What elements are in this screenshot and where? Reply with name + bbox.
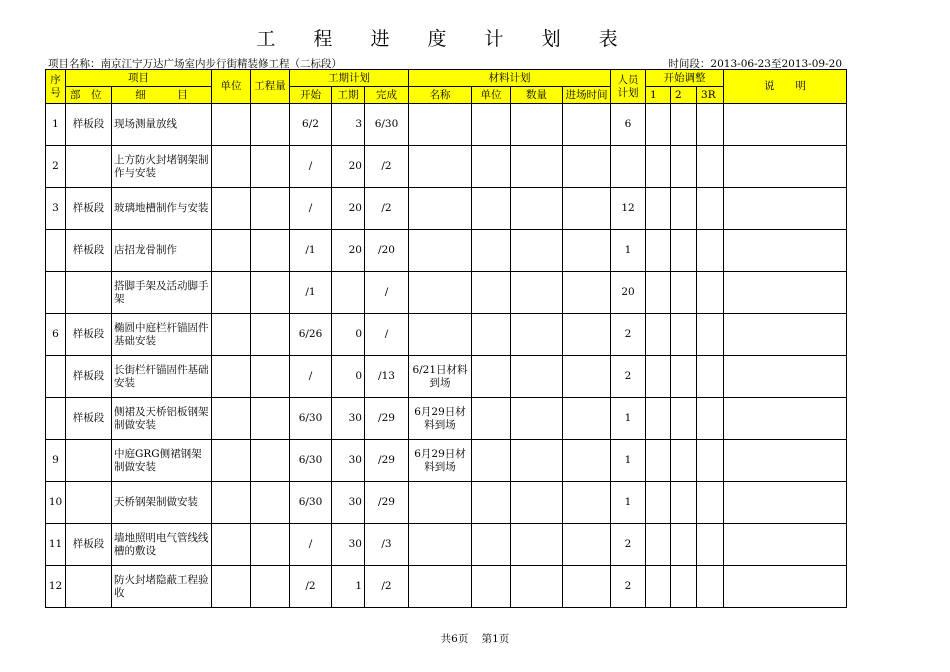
row-material-name: 6月29日材料到场 — [409, 440, 472, 482]
row-quantity — [251, 230, 290, 272]
row-duration: 1 — [332, 566, 365, 608]
header-part: 部 位 — [66, 87, 112, 104]
header-staff: 人员 计划 — [611, 70, 646, 104]
row-adjust-3r — [697, 566, 724, 608]
row-part — [66, 482, 112, 524]
row-adjust-2 — [671, 566, 697, 608]
row-staff: 6 — [611, 104, 646, 146]
row-adjust-1 — [646, 104, 671, 146]
row-quantity — [251, 356, 290, 398]
row-material-time — [563, 356, 611, 398]
row-finish: / — [365, 314, 409, 356]
row-adjust-1 — [646, 524, 671, 566]
row-material-unit — [472, 146, 511, 188]
table-row — [46, 146, 847, 188]
row-adjust-1 — [646, 482, 671, 524]
row-quantity — [251, 398, 290, 440]
page-footer — [0, 631, 950, 646]
row-material-name — [409, 272, 472, 314]
row-start: /2 — [290, 566, 332, 608]
row-start: 6/30 — [290, 440, 332, 482]
row-quantity — [251, 146, 290, 188]
row-material-time — [563, 482, 611, 524]
row-material-name — [409, 524, 472, 566]
row-unit — [212, 356, 251, 398]
row-detail: 玻璃地槽制作与安装 — [112, 188, 212, 230]
row-material-name: 6月29日材料到场 — [409, 398, 472, 440]
row-seq — [46, 230, 66, 272]
row-adjust-2 — [671, 482, 697, 524]
row-part: 样板段 — [66, 524, 112, 566]
row-material-time — [563, 188, 611, 230]
row-unit — [212, 398, 251, 440]
row-material-time — [563, 146, 611, 188]
row-duration: 20 — [332, 230, 365, 272]
header-material-name: 名称 — [409, 87, 472, 104]
table-row — [46, 314, 847, 356]
row-note — [724, 398, 847, 440]
row-adjust-3r — [697, 440, 724, 482]
row-quantity — [251, 314, 290, 356]
row-part: 样板段 — [66, 230, 112, 272]
row-material-name: 6/21日材料到场 — [409, 356, 472, 398]
header-finish: 完成 — [365, 87, 409, 104]
row-part — [66, 146, 112, 188]
row-material-quantity — [511, 188, 563, 230]
row-unit — [212, 146, 251, 188]
row-adjust-3r — [697, 230, 724, 272]
row-material-quantity — [511, 440, 563, 482]
row-part: 样板段 — [66, 314, 112, 356]
row-start: / — [290, 356, 332, 398]
row-material-unit — [472, 566, 511, 608]
row-material-unit — [472, 398, 511, 440]
row-detail: 防火封堵隐蔽工程验收 — [112, 566, 212, 608]
row-detail: 长街栏杆锚固件基础安装 — [112, 356, 212, 398]
row-detail: 店招龙骨制作 — [112, 230, 212, 272]
row-adjust-3r — [697, 356, 724, 398]
row-finish: /2 — [365, 146, 409, 188]
row-part: 样板段 — [66, 188, 112, 230]
row-staff: 1 — [611, 440, 646, 482]
row-finish: /3 — [365, 524, 409, 566]
row-seq: 3 — [46, 188, 66, 230]
header-material: 材料计划 — [409, 70, 611, 87]
header-material-unit: 单位 — [472, 87, 511, 104]
row-adjust-3r — [697, 398, 724, 440]
row-material-quantity — [511, 272, 563, 314]
row-detail: 天桥钢架制做安装 — [112, 482, 212, 524]
row-start: / — [290, 188, 332, 230]
row-material-unit — [472, 440, 511, 482]
row-unit — [212, 314, 251, 356]
row-part — [66, 440, 112, 482]
row-note — [724, 188, 847, 230]
row-detail: 椭圆中庭栏杆锚固件基础安装 — [112, 314, 212, 356]
row-finish: /2 — [365, 188, 409, 230]
row-adjust-1 — [646, 230, 671, 272]
row-start: /1 — [290, 230, 332, 272]
header-adjust-2: 2 — [671, 87, 697, 104]
header-seq: 序 号 — [46, 70, 66, 104]
row-adjust-2 — [671, 314, 697, 356]
row-seq: 6 — [46, 314, 66, 356]
row-finish: /29 — [365, 398, 409, 440]
row-seq: 11 — [46, 524, 66, 566]
row-detail: 现场测量放线 — [112, 104, 212, 146]
header-adjust: 开始调整 — [646, 70, 724, 87]
row-finish: /13 — [365, 356, 409, 398]
row-unit — [212, 440, 251, 482]
row-staff: 12 — [611, 188, 646, 230]
row-start: 6/2 — [290, 104, 332, 146]
row-material-name — [409, 314, 472, 356]
row-part: 样板段 — [66, 104, 112, 146]
row-material-unit — [472, 482, 511, 524]
row-adjust-1 — [646, 188, 671, 230]
row-seq: 10 — [46, 482, 66, 524]
row-detail: 上方防火封堵钢架制作与安装 — [112, 146, 212, 188]
row-adjust-2 — [671, 272, 697, 314]
row-finish: 6/30 — [365, 104, 409, 146]
row-adjust-1 — [646, 440, 671, 482]
row-duration: 0 — [332, 356, 365, 398]
row-material-time — [563, 104, 611, 146]
row-start: / — [290, 524, 332, 566]
row-quantity — [251, 272, 290, 314]
row-adjust-2 — [671, 440, 697, 482]
row-duration — [332, 272, 365, 314]
row-staff: 1 — [611, 398, 646, 440]
row-adjust-2 — [671, 230, 697, 272]
row-material-name — [409, 188, 472, 230]
row-detail: 中庭GRG侧裙钢架制做安装 — [112, 440, 212, 482]
table-row — [46, 398, 847, 440]
row-material-quantity — [511, 524, 563, 566]
row-start: 6/30 — [290, 398, 332, 440]
row-part — [66, 272, 112, 314]
row-note — [724, 482, 847, 524]
row-duration: 30 — [332, 398, 365, 440]
row-staff: 2 — [611, 566, 646, 608]
header-detail: 细 目 — [112, 87, 212, 104]
row-unit — [212, 482, 251, 524]
row-adjust-2 — [671, 146, 697, 188]
row-material-name — [409, 482, 472, 524]
row-quantity — [251, 440, 290, 482]
row-finish: /2 — [365, 566, 409, 608]
row-seq: 9 — [46, 440, 66, 482]
row-material-quantity — [511, 314, 563, 356]
row-part: 样板段 — [66, 356, 112, 398]
table-row — [46, 230, 847, 272]
total-pages: 共6页 — [440, 633, 469, 645]
row-duration: 30 — [332, 524, 365, 566]
table-row — [46, 524, 847, 566]
row-material-quantity — [511, 146, 563, 188]
row-finish: /20 — [365, 230, 409, 272]
row-material-quantity — [511, 230, 563, 272]
row-material-unit — [472, 188, 511, 230]
row-detail: 侧裙及天桥铝板钢架制做安装 — [112, 398, 212, 440]
row-seq: 1 — [46, 104, 66, 146]
current-page: 第1页 — [481, 633, 510, 645]
row-material-unit — [472, 272, 511, 314]
row-material-unit — [472, 524, 511, 566]
row-note — [724, 314, 847, 356]
row-note — [724, 272, 847, 314]
project-name: 项目名称：南京江宁万达广场室内步行街精装修工程（二标段） — [48, 58, 342, 70]
row-adjust-1 — [646, 566, 671, 608]
row-material-quantity — [511, 104, 563, 146]
row-adjust-1 — [646, 314, 671, 356]
row-finish: / — [365, 272, 409, 314]
row-material-quantity — [511, 356, 563, 398]
row-note — [724, 566, 847, 608]
row-adjust-3r — [697, 272, 724, 314]
header-material-time: 进场时间 — [563, 87, 611, 104]
row-note — [724, 440, 847, 482]
row-note — [724, 146, 847, 188]
row-staff: 2 — [611, 314, 646, 356]
row-seq — [46, 398, 66, 440]
header-item: 项目 — [66, 70, 212, 87]
row-finish: /29 — [365, 482, 409, 524]
schedule-table — [45, 69, 847, 608]
row-seq: 2 — [46, 146, 66, 188]
row-duration: 3 — [332, 104, 365, 146]
header-material-quantity: 数量 — [511, 87, 563, 104]
row-start: /1 — [290, 272, 332, 314]
row-start: / — [290, 146, 332, 188]
row-seq: 12 — [46, 566, 66, 608]
row-material-name — [409, 230, 472, 272]
row-adjust-2 — [671, 188, 697, 230]
header-schedule: 工期计划 — [290, 70, 409, 87]
row-quantity — [251, 524, 290, 566]
row-material-name — [409, 566, 472, 608]
row-quantity — [251, 188, 290, 230]
row-material-time — [563, 440, 611, 482]
row-material-time — [563, 272, 611, 314]
row-material-unit — [472, 230, 511, 272]
row-staff — [611, 146, 646, 188]
row-start: 6/26 — [290, 314, 332, 356]
row-finish: /29 — [365, 440, 409, 482]
row-material-time — [563, 524, 611, 566]
header-adjust-3r: 3R — [697, 87, 724, 104]
row-staff: 2 — [611, 524, 646, 566]
row-material-unit — [472, 314, 511, 356]
row-note — [724, 104, 847, 146]
row-detail: 墙地照明电气管线线槽的敷设 — [112, 524, 212, 566]
row-adjust-2 — [671, 104, 697, 146]
row-staff: 20 — [611, 272, 646, 314]
header-start: 开始 — [290, 87, 332, 104]
row-quantity — [251, 482, 290, 524]
row-note — [724, 356, 847, 398]
row-adjust-3r — [697, 482, 724, 524]
header-unit: 单位 — [212, 70, 251, 104]
document-title: 工 程 进 度 计 划 表 — [256, 28, 634, 50]
row-seq — [46, 356, 66, 398]
row-staff: 1 — [611, 482, 646, 524]
row-unit — [212, 524, 251, 566]
header-duration: 工期 — [332, 87, 365, 104]
table-row — [46, 188, 847, 230]
row-quantity — [251, 104, 290, 146]
row-adjust-2 — [671, 398, 697, 440]
row-material-quantity — [511, 482, 563, 524]
row-seq — [46, 272, 66, 314]
row-material-unit — [472, 356, 511, 398]
table-row — [46, 272, 847, 314]
row-unit — [212, 230, 251, 272]
row-staff: 2 — [611, 356, 646, 398]
row-adjust-2 — [671, 524, 697, 566]
row-part — [66, 566, 112, 608]
table-row — [46, 440, 847, 482]
table-row — [46, 104, 847, 146]
row-adjust-1 — [646, 356, 671, 398]
row-adjust-2 — [671, 356, 697, 398]
header-note: 说 明 — [724, 70, 847, 104]
row-duration: 30 — [332, 482, 365, 524]
row-staff: 1 — [611, 230, 646, 272]
row-material-time — [563, 566, 611, 608]
row-duration: 30 — [332, 440, 365, 482]
row-adjust-3r — [697, 104, 724, 146]
row-material-name — [409, 146, 472, 188]
header-adjust-1: 1 — [646, 87, 671, 104]
row-material-time — [563, 230, 611, 272]
row-start: 6/30 — [290, 482, 332, 524]
row-note — [724, 524, 847, 566]
table-row — [46, 356, 847, 398]
row-adjust-3r — [697, 188, 724, 230]
row-material-quantity — [511, 566, 563, 608]
row-material-quantity — [511, 398, 563, 440]
row-adjust-1 — [646, 398, 671, 440]
row-unit — [212, 566, 251, 608]
row-adjust-3r — [697, 314, 724, 356]
row-duration: 20 — [332, 188, 365, 230]
row-material-unit — [472, 104, 511, 146]
row-material-name — [409, 104, 472, 146]
row-part: 样板段 — [66, 398, 112, 440]
row-adjust-3r — [697, 146, 724, 188]
row-material-time — [563, 314, 611, 356]
row-duration: 0 — [332, 314, 365, 356]
header-row-1 — [46, 70, 847, 87]
table-row — [46, 482, 847, 524]
row-quantity — [251, 566, 290, 608]
row-note — [724, 230, 847, 272]
table-row — [46, 566, 847, 608]
row-adjust-1 — [646, 146, 671, 188]
row-material-time — [563, 398, 611, 440]
row-unit — [212, 272, 251, 314]
row-unit — [212, 188, 251, 230]
row-unit — [212, 104, 251, 146]
header-quantity: 工程量 — [251, 70, 290, 104]
row-duration: 20 — [332, 146, 365, 188]
row-detail: 搭脚手架及活动脚手架 — [112, 272, 212, 314]
row-adjust-1 — [646, 272, 671, 314]
time-period: 时间段：2013-06-23至2013-09-20 — [668, 58, 842, 70]
row-adjust-3r — [697, 524, 724, 566]
